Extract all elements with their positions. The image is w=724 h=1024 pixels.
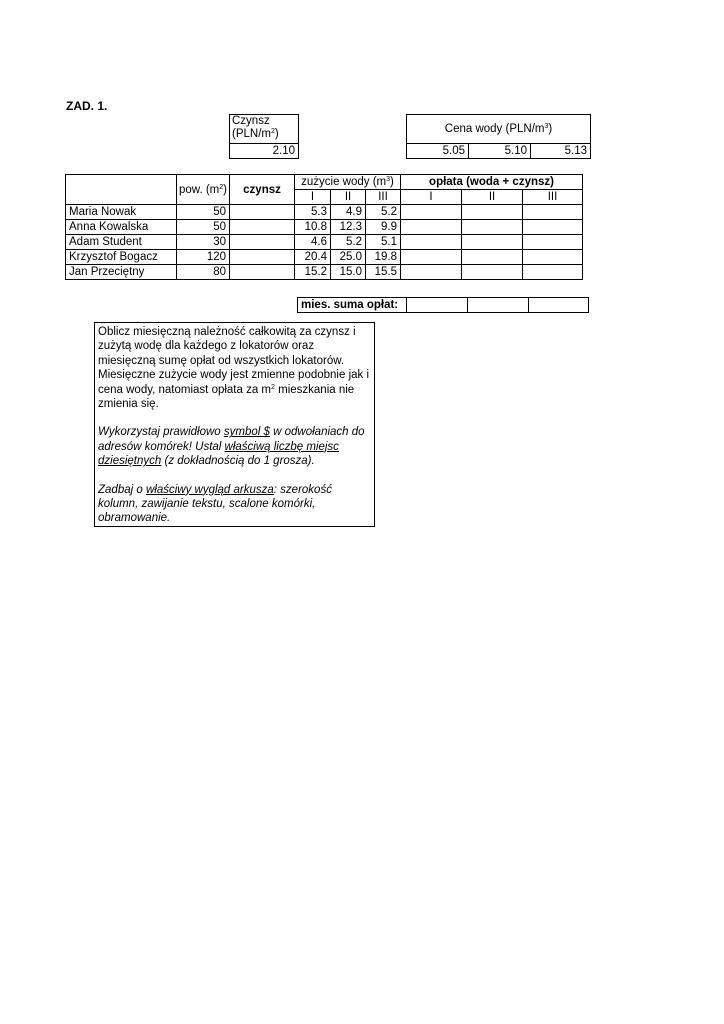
tenant-rent[interactable]	[230, 220, 295, 235]
rent-label[interactable]: Czynsz $(PLN/m^2)$	[230, 115, 299, 144]
name-header[interactable]	[66, 175, 177, 205]
table-row	[66, 220, 583, 235]
tenant-usage[interactable]: 5.3	[295, 205, 331, 220]
water-price-2[interactable]: 5.10	[469, 144, 531, 159]
tenant-name[interactable]: Maria Nowak	[66, 205, 177, 220]
tenant-area[interactable]: 50	[177, 220, 230, 235]
tenant-usage[interactable]: 5.1	[366, 235, 401, 250]
tenant-fee[interactable]	[523, 220, 583, 235]
tenant-usage[interactable]: 12.3	[331, 220, 366, 235]
water-price-1[interactable]: 5.05	[407, 144, 469, 159]
instruction-note	[94, 322, 375, 527]
tenant-usage[interactable]: 15.2	[295, 265, 331, 280]
water-price-3[interactable]: 5.13	[531, 144, 591, 159]
note-paragraph-1: Oblicz miesięczną należność całkowitą za czynsz i zużytą wodę dla każdego z lokatorów oraz miesięczną sumę opłat od wszystkich lokatorów. Miesięczne zużycie wody jest zmienne podobnie jak i cena wody, natomiast opłata za $m^2$ mieszkania nie zmienia się.	[98, 326, 370, 411]
usage-month-2[interactable]: II	[331, 190, 366, 205]
sum-cell-1[interactable]	[407, 298, 468, 313]
tenants-table	[65, 174, 583, 280]
tenant-usage[interactable]: 25.0	[331, 250, 366, 265]
sum-cell-3[interactable]	[529, 298, 589, 313]
water-price-table	[406, 114, 591, 159]
note-paragraph-3: Zadbaj o właściwy wygląd arkusza: szerokość kolumn, zawijanie tekstu, scalone komórki, obramowanie.	[98, 483, 332, 525]
tenant-usage[interactable]: 9.9	[366, 220, 401, 235]
note-paragraph-2: Wykorzystaj prawidłowo symbol $ w odwołaniach do adresów komórek! Ustal właściwą liczbę miejsc dziesiętnych (z dokładnością do 1 grosza).	[98, 426, 365, 468]
tenant-area[interactable]: 80	[177, 265, 230, 280]
tenant-rent[interactable]	[230, 265, 295, 280]
sum-label[interactable]: mies. suma opłat:	[298, 298, 407, 313]
tenant-fee[interactable]	[462, 220, 523, 235]
table-row	[66, 265, 583, 280]
fee-month-2[interactable]: II	[462, 190, 523, 205]
fee-header[interactable]: opłata (woda + czynsz)	[401, 175, 583, 190]
tenant-fee[interactable]	[462, 265, 523, 280]
rent-header[interactable]: czynsz	[230, 175, 295, 205]
usage-month-3[interactable]: III	[366, 190, 401, 205]
table-row	[66, 250, 583, 265]
tenant-rent[interactable]	[230, 235, 295, 250]
tenant-fee[interactable]	[523, 205, 583, 220]
fee-month-1[interactable]: I	[401, 190, 462, 205]
water-price-label[interactable]: Cena wody $(PLN/m^3)$	[407, 115, 591, 144]
tenant-rent[interactable]	[230, 250, 295, 265]
tenant-name[interactable]: Krzysztof Bogacz	[66, 250, 177, 265]
tenant-rent[interactable]	[230, 205, 295, 220]
rent-table	[229, 114, 299, 159]
area-header[interactable]: pow. $(m^2)$	[177, 175, 230, 205]
tenant-name[interactable]: Anna Kowalska	[66, 220, 177, 235]
tenant-usage[interactable]: 19.8	[366, 250, 401, 265]
tenant-usage[interactable]: 4.6	[295, 235, 331, 250]
tenant-name[interactable]: Jan Przeciętny	[66, 265, 177, 280]
tenant-usage[interactable]: 15.0	[331, 265, 366, 280]
rent-value[interactable]: 2.10	[230, 144, 299, 159]
fee-month-3[interactable]: III	[523, 190, 583, 205]
tenant-name[interactable]: Adam Student	[66, 235, 177, 250]
tenant-fee[interactable]	[462, 250, 523, 265]
tenant-fee[interactable]	[523, 235, 583, 250]
tenant-fee[interactable]	[401, 235, 462, 250]
tenant-usage[interactable]: 4.9	[331, 205, 366, 220]
tenant-fee[interactable]	[401, 220, 462, 235]
tenant-fee[interactable]	[401, 250, 462, 265]
sum-table	[297, 297, 589, 313]
tenant-usage[interactable]: 5.2	[366, 205, 401, 220]
tenant-usage[interactable]: 15.5	[366, 265, 401, 280]
tenant-usage[interactable]: 10.8	[295, 220, 331, 235]
tenant-usage[interactable]: 5.2	[331, 235, 366, 250]
tenant-area[interactable]: 50	[177, 205, 230, 220]
tenant-area[interactable]: 30	[177, 235, 230, 250]
sum-cell-2[interactable]	[468, 298, 529, 313]
tenant-fee[interactable]	[523, 250, 583, 265]
tenant-fee[interactable]	[462, 205, 523, 220]
tenant-fee[interactable]	[462, 235, 523, 250]
tenant-usage[interactable]: 20.4	[295, 250, 331, 265]
tenant-area[interactable]: 120	[177, 250, 230, 265]
table-row	[66, 235, 583, 250]
task-title: ZAD. 1.	[66, 99, 108, 113]
table-row	[66, 205, 583, 220]
usage-header[interactable]: zużycie wody $(m^3)$	[295, 175, 401, 190]
usage-month-1[interactable]: I	[295, 190, 331, 205]
tenant-fee[interactable]	[523, 265, 583, 280]
tenant-fee[interactable]	[401, 265, 462, 280]
tenant-fee[interactable]	[401, 205, 462, 220]
